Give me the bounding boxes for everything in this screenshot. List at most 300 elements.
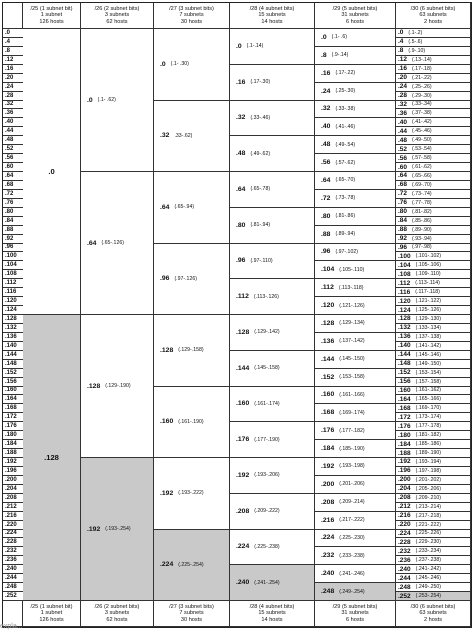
- row-label-text: .236: [5, 557, 17, 564]
- network-address: .184: [321, 445, 335, 453]
- host-range: (.65-.66): [412, 172, 432, 179]
- row-label: [3, 503, 23, 512]
- network-address: .128: [44, 453, 59, 462]
- header-line: 6 hosts: [345, 18, 365, 25]
- host-range: (.161-.166): [339, 391, 365, 398]
- row-label-text: .140: [5, 342, 17, 349]
- subnet-block: [396, 83, 471, 92]
- row-label-text: .220: [5, 521, 17, 528]
- host-range: (.105-.110): [339, 266, 365, 273]
- header-c28: [230, 3, 315, 29]
- subnet-block: [396, 458, 471, 467]
- host-range: (.37-.38): [412, 110, 432, 117]
- subnet-block: [396, 530, 471, 539]
- subnet-block: [396, 56, 471, 65]
- network-address: .168: [398, 404, 411, 412]
- host-range: (.129-.190): [105, 383, 131, 389]
- network-address: .156: [398, 378, 411, 386]
- row-label-text: .76: [5, 199, 14, 206]
- network-address: .192: [398, 458, 411, 466]
- subnet-block: [396, 395, 471, 404]
- network-address: .120: [321, 302, 335, 310]
- row-label: [3, 494, 23, 503]
- subnet-block: [396, 252, 471, 261]
- network-address: .164: [398, 395, 411, 403]
- network-address: .80: [398, 208, 408, 216]
- network-address: .120: [398, 297, 411, 305]
- host-range: (.193-.222): [178, 490, 204, 497]
- host-range: (.253-.254): [415, 593, 442, 600]
- row-label-text: .212: [5, 503, 17, 510]
- subnet-block: [230, 422, 315, 458]
- row-label-text: .200: [5, 476, 17, 483]
- subnet-block: [396, 538, 471, 547]
- subnet-block: [396, 92, 471, 101]
- row-label-text: .252: [5, 593, 17, 600]
- footer-c29: [315, 601, 396, 627]
- host-range: (.61-.62): [412, 164, 432, 171]
- row-label-text: .88: [5, 226, 14, 233]
- host-range: (.245-.246): [415, 575, 442, 582]
- row-label-text: .176: [5, 423, 17, 430]
- row-label: [3, 458, 23, 467]
- network-address: .144: [398, 351, 411, 359]
- network-address: .76: [398, 199, 408, 207]
- header-line: 63 subnets: [419, 12, 447, 19]
- row-label-text: .40: [5, 119, 14, 126]
- subnet-block: [315, 583, 396, 601]
- host-range: (.121-.126): [339, 302, 365, 309]
- network-address: .208: [321, 498, 335, 506]
- row-label: [3, 467, 23, 476]
- network-address: .180: [398, 431, 411, 439]
- row-label: [3, 47, 23, 56]
- subnet-block: [396, 449, 471, 458]
- subnet-block: [81, 458, 154, 601]
- host-range: (.1- .6): [331, 34, 347, 41]
- row-label: [3, 279, 23, 288]
- host-range: (.241-.246): [339, 570, 365, 577]
- host-range: (.97-.110): [250, 257, 273, 264]
- subnet-block: [396, 261, 471, 270]
- subnet-block: [396, 172, 471, 181]
- host-range: (.1-.2): [408, 29, 423, 36]
- network-address: .44: [398, 127, 408, 135]
- row-label-text: .96: [5, 244, 14, 251]
- row-label-text: .8: [5, 47, 11, 54]
- network-address: .104: [321, 266, 335, 274]
- host-range: (.161-.190): [178, 418, 204, 425]
- header-c29: [315, 3, 396, 29]
- row-label-text: .148: [5, 360, 17, 367]
- subnet-block: [315, 190, 396, 208]
- subnet-block: [396, 369, 471, 378]
- network-address: .84: [398, 217, 408, 225]
- subnet-block: [230, 136, 315, 172]
- network-address: .112: [398, 279, 411, 287]
- host-range: (.213-.214): [415, 503, 442, 510]
- host-range: (.65-.126): [101, 240, 124, 246]
- header-line: /28 (4 subnet bits): [249, 603, 295, 610]
- subnet-block: [396, 306, 471, 315]
- row-label-text: .180: [5, 432, 17, 439]
- network-address: .64: [236, 185, 246, 193]
- network-address: .152: [398, 369, 411, 377]
- network-address: .152: [321, 373, 335, 381]
- network-address: .96: [321, 248, 331, 256]
- host-range: (.241-.242): [415, 566, 442, 573]
- host-range: (.5-.6): [408, 38, 423, 45]
- network-address: .52: [398, 145, 408, 153]
- subnet-block: [396, 467, 471, 476]
- network-address: .56: [321, 159, 331, 167]
- subnet-block: [230, 279, 315, 315]
- row-label: [3, 315, 23, 324]
- network-address: .124: [398, 306, 411, 314]
- network-address: .240: [398, 565, 411, 573]
- host-range: (.209-.222): [254, 508, 280, 515]
- host-range: (.233-.238): [339, 552, 365, 559]
- row-label: [3, 404, 23, 413]
- row-label-text: .4: [5, 38, 11, 45]
- subnet-block: [230, 387, 315, 423]
- row-label-text: .216: [5, 512, 17, 519]
- subnet-block: [396, 378, 471, 387]
- subnet-block: [315, 136, 396, 154]
- host-range: (.225-.254): [178, 561, 204, 568]
- row-label: [3, 583, 23, 592]
- host-range: (.57-.58): [412, 155, 432, 162]
- subnet-block: [315, 244, 396, 262]
- network-address: .64: [321, 176, 331, 184]
- subnet-block: [396, 47, 471, 56]
- host-range: (.225-.238): [254, 543, 280, 550]
- row-label: [3, 172, 23, 181]
- row-label-text: .116: [5, 289, 17, 296]
- subnet-block: [396, 109, 471, 118]
- row-label-text: .32: [5, 101, 14, 108]
- row-label: [3, 270, 23, 279]
- network-address: .244: [398, 574, 411, 582]
- host-range: (.29-.30): [412, 92, 432, 99]
- host-range: (.205-.206): [415, 485, 442, 492]
- host-range: (.73-.78): [335, 195, 356, 202]
- subnet-block: [396, 235, 471, 244]
- row-label-text: .16: [5, 65, 14, 72]
- subnet-block: [396, 297, 471, 306]
- network-address: .96: [398, 243, 408, 251]
- subnet-block: [315, 208, 396, 226]
- row-label: [3, 136, 23, 145]
- host-range: (.97-.126): [174, 275, 197, 282]
- host-range: (.25-.30): [335, 88, 356, 95]
- subnet-block: [315, 333, 396, 351]
- header-line: /27 (3 subnet bits): [169, 5, 214, 12]
- host-range: (.237-.238): [415, 557, 442, 564]
- network-address: .224: [398, 529, 411, 537]
- host-range: (.137-.142): [339, 338, 365, 345]
- row-label: [3, 297, 23, 306]
- network-address: .208: [398, 494, 411, 502]
- subnet-block: [315, 226, 396, 244]
- subnet-block: [396, 118, 471, 127]
- network-address: .108: [398, 270, 411, 278]
- host-range: (.97-.98): [412, 244, 432, 251]
- network-address: .16: [236, 78, 246, 86]
- host-range: (.201-.202): [415, 476, 442, 483]
- host-range: (.165-.166): [415, 396, 442, 403]
- row-label-text: .144: [5, 351, 17, 358]
- host-range: (.65-.78): [250, 186, 271, 193]
- subnet-block: [396, 342, 471, 351]
- host-range: (.41-.42): [412, 119, 432, 126]
- network-address: .40: [398, 118, 408, 126]
- network-address: .24: [321, 87, 331, 95]
- host-range: (.233-.234): [415, 548, 442, 555]
- host-range: (.193-.254): [105, 526, 131, 532]
- host-range: (.85-.86): [412, 217, 432, 224]
- row-label: [3, 217, 23, 226]
- network-address: .96: [160, 275, 170, 283]
- subnet-block: [315, 512, 396, 530]
- subnet-block: [396, 547, 471, 556]
- row-label-text: .100: [5, 253, 17, 260]
- subnet-block: [396, 476, 471, 485]
- subnet-block: [230, 530, 315, 566]
- network-address: .100: [398, 252, 411, 260]
- subnet-block: [396, 217, 471, 226]
- network-address: .40: [321, 123, 331, 131]
- row-label-text: .240: [5, 566, 17, 573]
- subnet-block: [396, 583, 471, 592]
- network-address: .92: [398, 235, 408, 243]
- network-address: .192: [321, 462, 335, 470]
- subnet-block: [396, 324, 471, 333]
- host-range: (.45-.46): [412, 128, 432, 135]
- host-range: (.73-.74): [412, 190, 432, 197]
- network-address: .224: [321, 534, 335, 542]
- host-range: (.77-.78): [412, 199, 432, 206]
- network-address: .192: [236, 471, 250, 479]
- subnet-block: [230, 244, 315, 280]
- row-label-text: .124: [5, 307, 17, 314]
- network-address: .32: [321, 105, 331, 113]
- network-address: .240: [321, 570, 335, 578]
- row-label: [3, 565, 23, 574]
- row-label-text: .192: [5, 458, 17, 465]
- subnet-block: [154, 172, 230, 244]
- network-address: .192: [87, 525, 101, 533]
- host-range: (.185-.190): [339, 445, 365, 452]
- network-address: .72: [321, 194, 331, 202]
- row-label: [3, 252, 23, 261]
- row-label: [3, 538, 23, 547]
- header-line: 31 subnets: [341, 610, 369, 617]
- row-label: [3, 118, 23, 127]
- network-address: .116: [398, 288, 411, 296]
- network-address: .160: [321, 391, 335, 399]
- network-address: .132: [398, 324, 411, 332]
- network-address: .16: [321, 69, 331, 77]
- network-address: .8: [321, 51, 327, 59]
- subnet-block: [396, 592, 471, 601]
- network-address: .64: [398, 172, 408, 180]
- subnet-block: [230, 351, 315, 387]
- row-label: [3, 190, 23, 199]
- header-line: /30 (6 subnet bits): [410, 603, 456, 610]
- header-line: /26 (2 subnet bits): [94, 5, 140, 12]
- row-label-text: .104: [5, 262, 17, 269]
- row-label-text: .120: [5, 298, 17, 305]
- row-label: [3, 592, 23, 601]
- network-address: .224: [236, 543, 250, 551]
- row-label: [3, 440, 23, 449]
- network-address: .96: [236, 257, 246, 265]
- network-address: .0: [321, 33, 327, 41]
- host-range: (.161-.174): [254, 400, 280, 407]
- row-label: [3, 449, 23, 458]
- row-label: [3, 413, 23, 422]
- header-line: /27 (3 subnet bits): [169, 603, 214, 610]
- row-label-text: .172: [5, 414, 17, 421]
- network-address: .160: [160, 418, 174, 426]
- host-range: (.185-.186): [415, 441, 442, 448]
- header-line: 31 subnets: [341, 12, 369, 19]
- network-address: .160: [236, 400, 250, 408]
- network-address: .8: [398, 47, 404, 55]
- subnet-block: [230, 101, 315, 137]
- host-range: (.193-.194): [415, 458, 442, 465]
- row-label-text: .232: [5, 548, 17, 555]
- header-line: 3 subnets: [104, 12, 130, 19]
- host-range: (.153-.154): [415, 369, 442, 376]
- network-address: .128: [236, 328, 250, 336]
- header-c27: [154, 3, 230, 29]
- row-label: [3, 324, 23, 333]
- row-label-text: .128: [5, 315, 17, 322]
- host-range: (.161-.162): [415, 387, 442, 394]
- network-address: .224: [160, 561, 174, 569]
- subnet-block: [230, 565, 315, 601]
- header-line: 3 subnets: [104, 610, 130, 617]
- host-range: (.145-.146): [415, 351, 442, 358]
- network-address: .48: [321, 141, 331, 149]
- header-line: 62 hosts: [106, 616, 128, 623]
- network-address: .136: [398, 333, 411, 341]
- network-address: .192: [160, 489, 174, 497]
- footer-c27: [154, 601, 230, 627]
- row-label: [3, 163, 23, 172]
- network-address: .160: [398, 386, 411, 394]
- subnet-block: [230, 458, 315, 494]
- host-range: (.93-.94): [412, 235, 432, 242]
- row-label-text: .248: [5, 584, 17, 591]
- network-address: .48: [398, 136, 408, 144]
- network-address: .200: [321, 480, 335, 488]
- row-label: [3, 288, 23, 297]
- row-label: [3, 208, 23, 217]
- subnet-block: [315, 47, 396, 65]
- network-address: .0: [160, 60, 166, 68]
- header-c30: [396, 3, 471, 29]
- header-line: 30 hosts: [180, 18, 203, 25]
- host-range: (.129-.158): [178, 347, 204, 354]
- network-address: .204: [398, 485, 411, 493]
- host-range: (.145-.150): [339, 356, 365, 363]
- subnet-block: [396, 422, 471, 431]
- subnet-block: [315, 494, 396, 512]
- network-address: .188: [398, 449, 411, 457]
- network-address: .36: [398, 109, 408, 117]
- header-line: 7 subnets: [179, 12, 204, 19]
- host-range: (.181-.182): [415, 432, 442, 439]
- network-address: .24: [398, 83, 408, 91]
- subnet-block: [315, 440, 396, 458]
- header-line: /25 (1 subnet bit): [30, 603, 73, 610]
- network-address: .148: [398, 360, 411, 368]
- host-range: (.177-.190): [254, 436, 280, 443]
- host-range: (.33-.38): [335, 105, 356, 112]
- header-line: 2 hosts: [423, 616, 443, 623]
- header-c26: [81, 3, 154, 29]
- host-range: (.81-.82): [412, 208, 432, 215]
- row-label-text: .160: [5, 387, 17, 394]
- subnet-block: [396, 440, 471, 449]
- host-range: (.221-.222): [415, 521, 442, 528]
- network-address: .12: [398, 56, 408, 64]
- subnet-block: [315, 458, 396, 476]
- header-line: 7 subnets: [179, 610, 204, 617]
- host-range: (.193-.206): [254, 472, 280, 479]
- row-label: [3, 378, 23, 387]
- header-line: 1 subnet: [40, 610, 63, 617]
- subnet-block: [230, 65, 315, 101]
- network-address: .136: [321, 337, 335, 345]
- row-label: [3, 360, 23, 369]
- header-line: 15 subnets: [258, 12, 286, 19]
- subnet-block: [230, 29, 315, 65]
- host-range: (.41-.46): [335, 123, 356, 130]
- host-range: (.49-.62): [250, 150, 271, 157]
- row-label: [3, 547, 23, 556]
- row-label-text: .228: [5, 539, 17, 546]
- subnet-block: [315, 476, 396, 494]
- network-address: .168: [321, 409, 335, 417]
- subnet-block: [315, 154, 396, 172]
- row-label: [3, 109, 23, 118]
- host-range: (.57-.62): [335, 159, 356, 166]
- host-range: (.209-.214): [339, 499, 365, 506]
- network-address: .200: [398, 476, 411, 484]
- row-label: [3, 199, 23, 208]
- watermark-text: expla...: [0, 623, 23, 630]
- subnet-block: [396, 503, 471, 512]
- row-label: [3, 521, 23, 530]
- subnet-block: [230, 494, 315, 530]
- row-label-text: .136: [5, 333, 17, 340]
- host-range: (.121-.122): [415, 298, 442, 305]
- subnet-block: [396, 208, 471, 217]
- host-range: (.69-.70): [412, 181, 432, 188]
- subnet-block: [396, 521, 471, 530]
- host-range: (.229-.230): [415, 539, 442, 546]
- subnet-block: [396, 485, 471, 494]
- network-address: .196: [398, 467, 411, 475]
- host-range: (.17-.22): [335, 70, 356, 77]
- host-range: (.189-.190): [415, 450, 442, 457]
- footer-c28: [230, 601, 315, 627]
- network-address: .56: [398, 154, 408, 162]
